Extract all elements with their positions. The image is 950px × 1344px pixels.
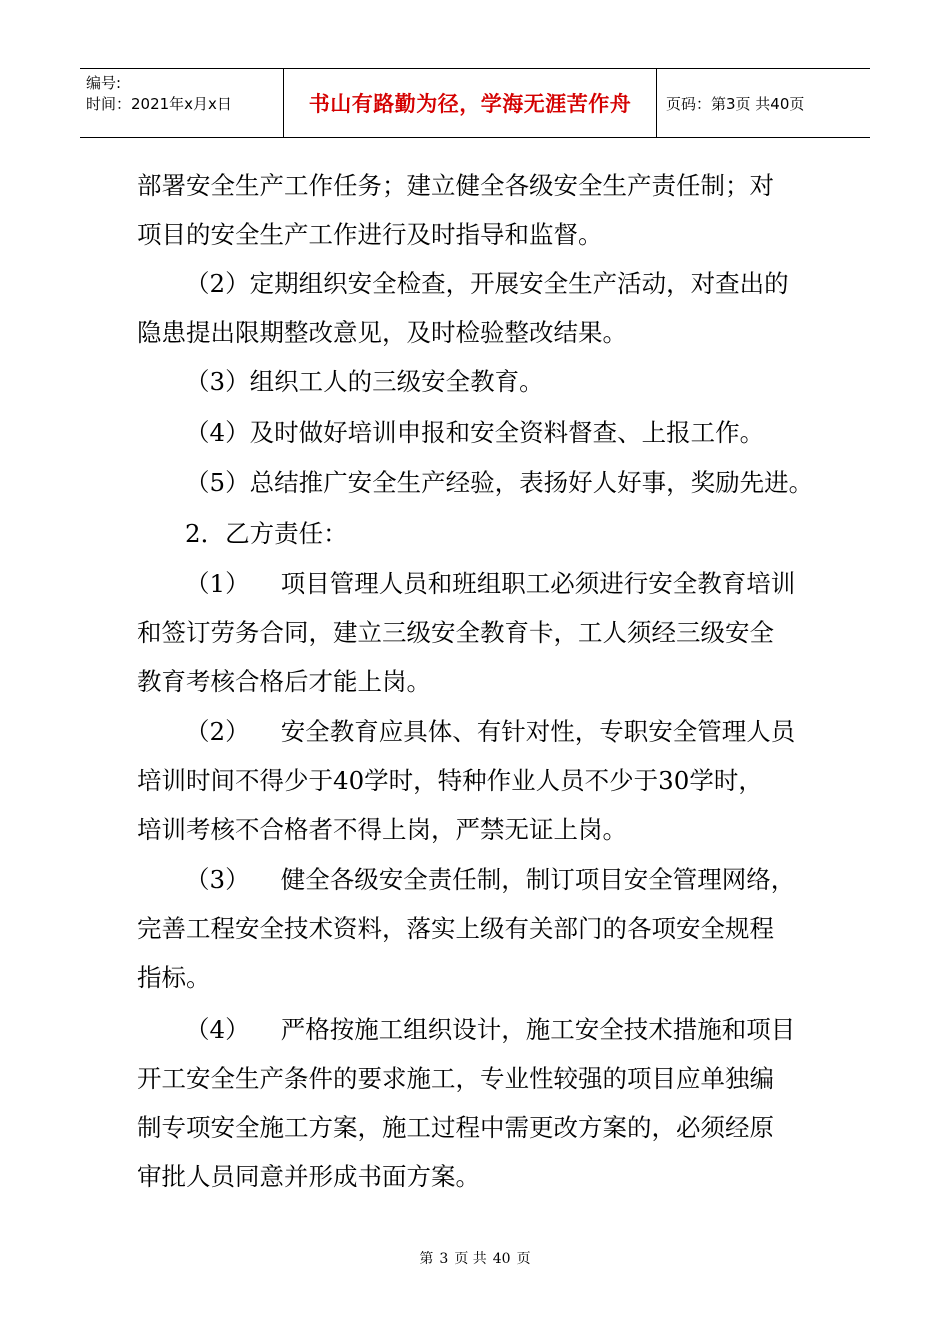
header-motto-cell: [283, 69, 657, 137]
section-heading: 2．乙方责任：: [185, 519, 348, 548]
body-line: 开工安全生产条件的要求施工，专业性较强的项目应单独编: [137, 1064, 774, 1093]
footer-suffix: 页: [516, 1251, 531, 1267]
page-header: [80, 68, 870, 138]
body-line: 隐患提出限期整改意见，及时检验整改结果。: [137, 318, 627, 347]
footer-mid: 页 共: [454, 1251, 487, 1267]
body-line: （2）定期组织安全检查，开展安全生产活动，对查出的: [185, 269, 789, 298]
footer-page-total: 40: [492, 1251, 511, 1267]
body-line: 完善工程安全技术资料，落实上级有关部门的各项安全规程: [137, 914, 774, 943]
body-line: 培训考核不合格者不得上岗，严禁无证上岗。: [137, 815, 627, 844]
header-page-info: 页码：第3页 共40页: [666, 94, 805, 113]
header-motto: 书山有路勤为径，学海无涯苦作舟: [308, 92, 632, 116]
body-line: 教育考核合格后才能上岗。: [137, 667, 431, 696]
body-line: （2） 安全教育应具体、有针对性，专职安全管理人员: [185, 717, 796, 746]
number-label: 编号:: [86, 74, 122, 92]
body-line: 审批人员同意并形成书面方案。: [137, 1162, 480, 1191]
page-footer: [0, 1248, 950, 1268]
body-line: 培训时间不得少于40学时，特种作业人员不少于30学时，: [137, 766, 763, 795]
body-line: 指标。: [137, 963, 211, 992]
time-label: 时间：2021年x月x日: [86, 95, 232, 113]
body-line: 制专项安全施工方案，施工过程中需更改方案的，必须经原: [137, 1113, 774, 1142]
header-meta: [80, 69, 283, 137]
body-line: 项目的安全生产工作进行及时指导和监督。: [137, 220, 603, 249]
body-line: （3） 健全各级安全责任制，制订项目安全管理网络，: [185, 865, 796, 894]
body-line: 部署安全生产工作任务；建立健全各级安全生产责任制；对: [137, 171, 774, 200]
body-line: （4）及时做好培训申报和安全资料督查、上报工作。: [185, 418, 765, 447]
footer-prefix: 第: [419, 1251, 434, 1267]
body-line: （5）总结推广安全生产经验，表扬好人好事，奖励先进。: [185, 468, 814, 497]
footer-page-number: 3: [439, 1251, 449, 1267]
body-line: （1） 项目管理人员和班组职工必须进行安全教育培训: [185, 569, 796, 598]
body-line: （3）组织工人的三级安全教育。: [185, 367, 544, 396]
body-line: 和签订劳务合同，建立三级安全教育卡，工人须经三级安全: [137, 618, 774, 647]
body-line: （4） 严格按施工组织设计，施工安全技术措施和项目: [185, 1015, 796, 1044]
